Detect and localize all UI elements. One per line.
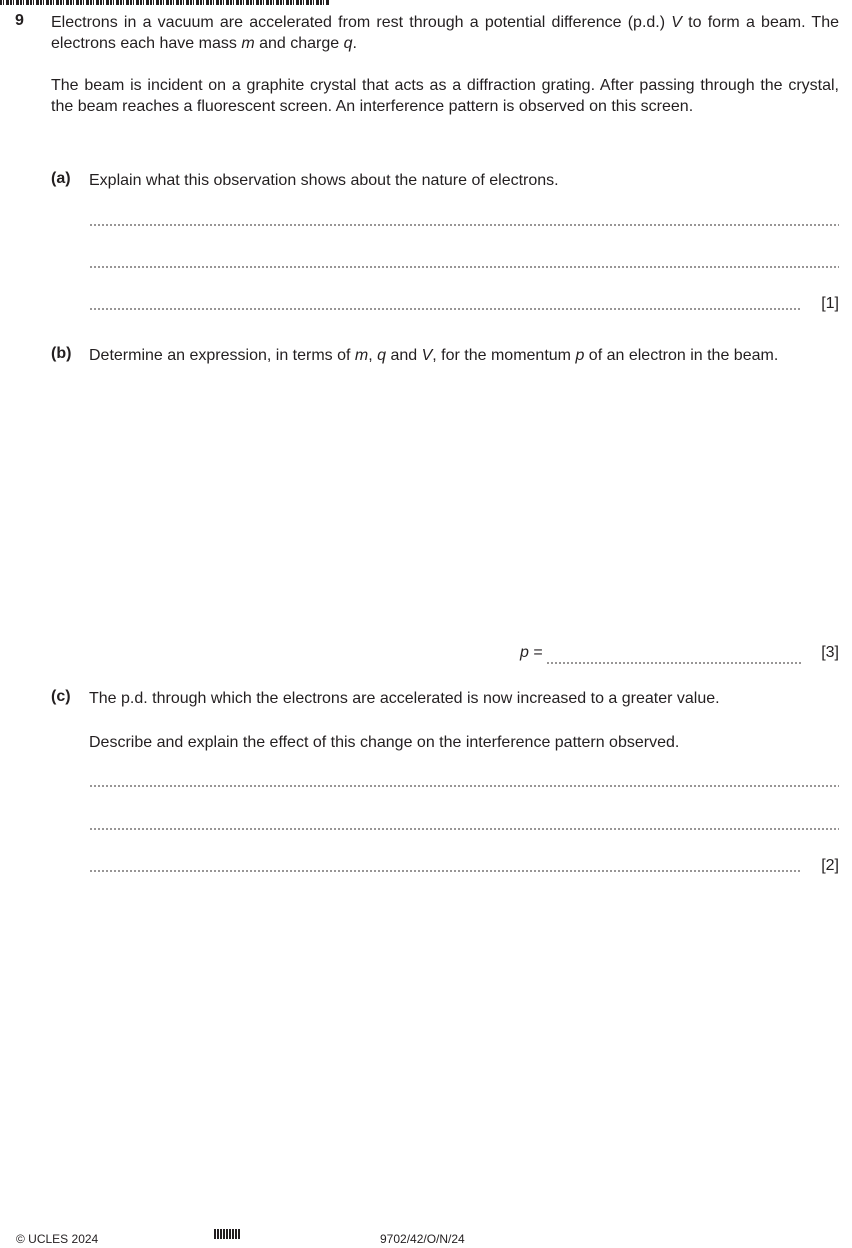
part-b-question: Determine an expression, in terms of m, q and V, for the momentum p of an electron in the beam. [89,347,779,364]
intro-paragraph-1: Electrons in a vacuum are accelerated from rest through a potential difference (p.d.) V to form a beam. The electrons each have mass m and charge q. [51,14,840,52]
part-a-marks: [1] [821,295,839,312]
part-c-answer-line-3[interactable] [89,870,801,872]
part-c-statement: The p.d. through which the electrons are accelerated is now increased to a greater value. [89,690,720,707]
footer-copyright: © UCLES 2024 [16,1232,99,1246]
part-a-label: (a) [51,170,71,187]
part-a-answer-line-1[interactable] [89,224,839,226]
qr-code-icon [214,1229,240,1239]
intro-paragraph-2: The beam is incident on a graphite crystal that acts as a diffraction grating. After passing through the crystal, the beam reaches a fluorescent screen. An interference pattern is observed on this screen. [51,77,839,115]
part-b-answer-line[interactable] [546,662,802,664]
part-b-marks: [3] [821,644,839,661]
part-c-marks: [2] [821,857,839,874]
footer-paper-code: 9702/42/O/N/24 [380,1232,465,1246]
question-number: 9 [15,12,24,29]
part-c-label: (c) [51,688,71,705]
part-b-label: (b) [51,345,72,362]
part-c-answer-line-2[interactable] [89,828,839,830]
part-a-answer-line-3[interactable] [89,308,801,310]
top-barcode [0,0,330,5]
part-a-question: Explain what this observation shows about the nature of electrons. [89,172,559,189]
part-b-answer-label: p = [520,644,543,661]
part-c-question: Describe and explain the effect of this change on the interference pattern observed. [89,734,680,751]
part-a-answer-line-2[interactable] [89,266,839,268]
part-c-answer-line-1[interactable] [89,785,839,787]
